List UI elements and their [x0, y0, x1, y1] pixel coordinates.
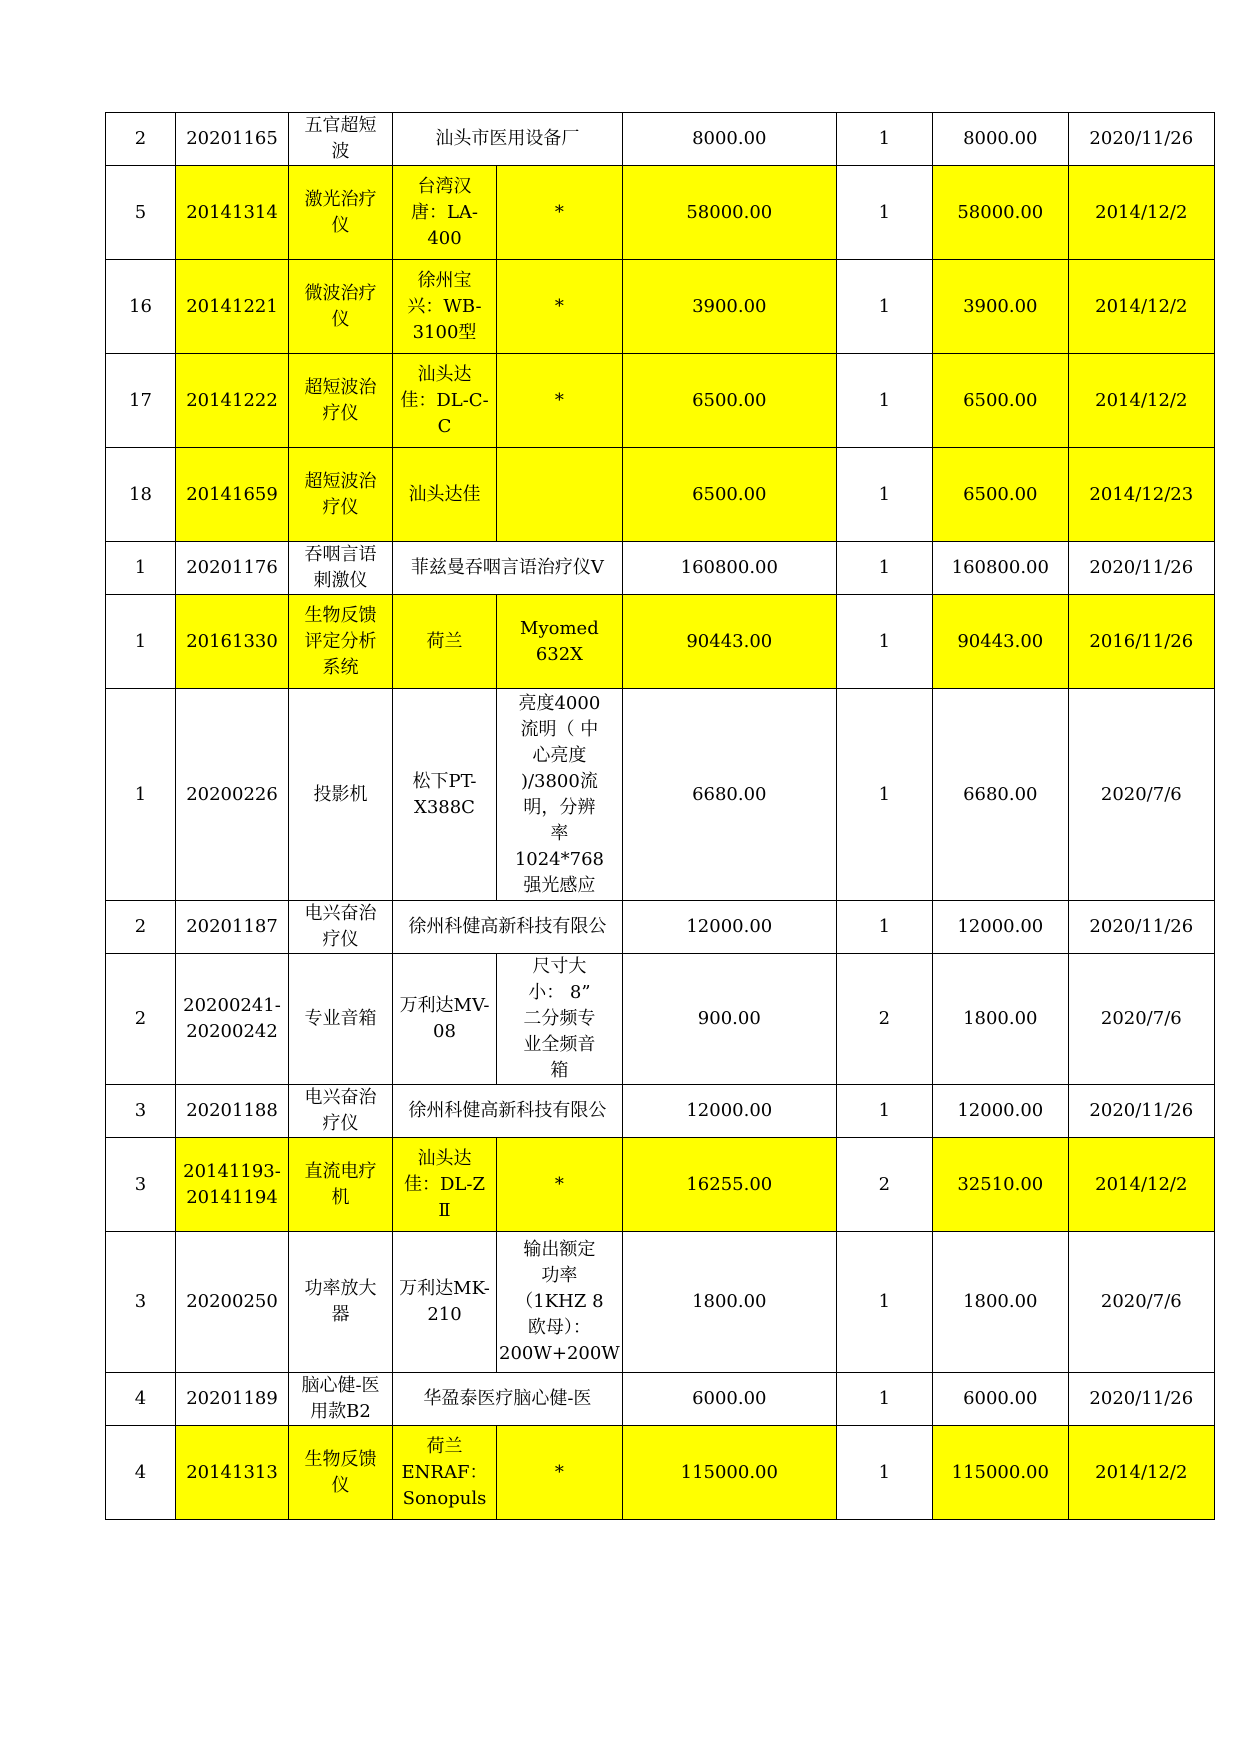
cell-date: 2014/12/2 — [1068, 1426, 1214, 1520]
table-row — [106, 689, 1215, 901]
cell-spec: 输出额定 功率 （1KHZ 8 欧母）： 200W+200W — [497, 1232, 623, 1373]
cell-asset-id: 20141313 — [176, 1426, 289, 1520]
cell-date: 2014/12/2 — [1068, 1138, 1214, 1232]
cell-quantity: 1 — [836, 1426, 932, 1520]
table-row — [106, 954, 1215, 1085]
cell-asset-id: 20201176 — [176, 542, 289, 595]
cell-unit-price: 6000.00 — [622, 1373, 836, 1426]
table-row — [106, 1426, 1215, 1520]
cell-asset-id: 20200226 — [176, 689, 289, 901]
cell-device-name: 投影机 — [289, 689, 393, 901]
cell-spec: * — [497, 1426, 623, 1520]
cell-seq-no: 3 — [106, 1232, 176, 1373]
cell-seq-no: 16 — [106, 260, 176, 354]
cell-brand-model: 万利达MK- 210 — [393, 1232, 497, 1373]
cell-unit-price: 8000.00 — [622, 113, 836, 166]
cell-device-name: 电兴奋治 疗仪 — [289, 901, 393, 954]
cell-date: 2014/12/2 — [1068, 260, 1214, 354]
cell-unit-price: 115000.00 — [622, 1426, 836, 1520]
cell-amount: 8000.00 — [932, 113, 1068, 166]
cell-brand-model: 台湾汉 唐：LA- 400 — [393, 166, 497, 260]
cell-asset-id: 20201165 — [176, 113, 289, 166]
cell-amount: 6680.00 — [932, 689, 1068, 901]
cell-brand-model: 徐州宝 兴：WB- 3100型 — [393, 260, 497, 354]
cell-date: 2020/7/6 — [1068, 689, 1214, 901]
cell-seq-no: 1 — [106, 689, 176, 901]
table-row — [106, 1085, 1215, 1138]
cell-unit-price: 3900.00 — [622, 260, 836, 354]
cell-seq-no: 3 — [106, 1085, 176, 1138]
cell-spec: Myomed 632X — [497, 595, 623, 689]
cell-date: 2020/11/26 — [1068, 113, 1214, 166]
cell-asset-id: 20141222 — [176, 354, 289, 448]
cell-brand-model: 汕头达 佳：DL-C- C — [393, 354, 497, 448]
cell-quantity: 2 — [836, 954, 932, 1085]
cell-unit-price: 16255.00 — [622, 1138, 836, 1232]
cell-spec: * — [497, 166, 623, 260]
cell-spec: 亮度4000 流明（ 中 心亮度 )/3800流 明，分辨 率 1024*768 强光感应 — [497, 689, 623, 901]
cell-amount: 6500.00 — [932, 354, 1068, 448]
cell-quantity: 1 — [836, 354, 932, 448]
cell-unit-price: 900.00 — [622, 954, 836, 1085]
cell-device-name: 五官超短 波 — [289, 113, 393, 166]
table-row — [106, 260, 1215, 354]
cell-asset-id: 20201189 — [176, 1373, 289, 1426]
cell-seq-no: 1 — [106, 595, 176, 689]
cell-asset-id: 20161330 — [176, 595, 289, 689]
cell-asset-id: 20141193- 20141194 — [176, 1138, 289, 1232]
cell-unit-price: 58000.00 — [622, 166, 836, 260]
cell-seq-no: 17 — [106, 354, 176, 448]
cell-amount: 1800.00 — [932, 954, 1068, 1085]
cell-spec: * — [497, 1138, 623, 1232]
cell-brand-model: 徐州科健高新科技有限公 — [393, 901, 623, 954]
cell-amount: 12000.00 — [932, 1085, 1068, 1138]
table-row — [106, 901, 1215, 954]
cell-device-name: 功率放大 器 — [289, 1232, 393, 1373]
cell-asset-id: 20201188 — [176, 1085, 289, 1138]
cell-seq-no: 2 — [106, 113, 176, 166]
cell-device-name: 直流电疗 机 — [289, 1138, 393, 1232]
cell-seq-no: 4 — [106, 1373, 176, 1426]
cell-device-name: 激光治疗 仪 — [289, 166, 393, 260]
table-row — [106, 448, 1215, 542]
table-body — [106, 113, 1215, 1520]
table-row — [106, 113, 1215, 166]
cell-brand-model: 徐州科健高新科技有限公 — [393, 1085, 623, 1138]
cell-date: 2014/12/23 — [1068, 448, 1214, 542]
cell-asset-id: 20200241- 20200242 — [176, 954, 289, 1085]
cell-date: 2020/7/6 — [1068, 1232, 1214, 1373]
cell-asset-id: 20141659 — [176, 448, 289, 542]
cell-quantity: 1 — [836, 1232, 932, 1373]
cell-quantity: 1 — [836, 542, 932, 595]
cell-date: 2020/11/26 — [1068, 542, 1214, 595]
cell-asset-id: 20141314 — [176, 166, 289, 260]
cell-unit-price: 90443.00 — [622, 595, 836, 689]
cell-quantity: 1 — [836, 113, 932, 166]
cell-quantity: 2 — [836, 1138, 932, 1232]
cell-date: 2020/7/6 — [1068, 954, 1214, 1085]
cell-unit-price: 1800.00 — [622, 1232, 836, 1373]
cell-unit-price: 160800.00 — [622, 542, 836, 595]
cell-brand-model: 菲兹曼吞咽言语治疗仪V — [393, 542, 623, 595]
cell-quantity: 1 — [836, 1373, 932, 1426]
cell-seq-no: 1 — [106, 542, 176, 595]
cell-device-name: 超短波治 疗仪 — [289, 448, 393, 542]
cell-brand-model: 荷兰 ENRAF： Sonopuls — [393, 1426, 497, 1520]
cell-date: 2016/11/26 — [1068, 595, 1214, 689]
cell-amount: 32510.00 — [932, 1138, 1068, 1232]
cell-brand-model: 汕头达 佳：DL-Z Ⅱ — [393, 1138, 497, 1232]
cell-seq-no: 4 — [106, 1426, 176, 1520]
cell-amount: 58000.00 — [932, 166, 1068, 260]
cell-device-name: 生物反馈 评定分析 系统 — [289, 595, 393, 689]
cell-date: 2014/12/2 — [1068, 166, 1214, 260]
table-row — [106, 542, 1215, 595]
cell-quantity: 1 — [836, 901, 932, 954]
cell-spec — [497, 448, 623, 542]
cell-quantity: 1 — [836, 448, 932, 542]
cell-amount: 1800.00 — [932, 1232, 1068, 1373]
cell-amount: 115000.00 — [932, 1426, 1068, 1520]
cell-device-name: 专业音箱 — [289, 954, 393, 1085]
cell-quantity: 1 — [836, 595, 932, 689]
cell-device-name: 微波治疗 仪 — [289, 260, 393, 354]
cell-quantity: 1 — [836, 1085, 932, 1138]
cell-amount: 3900.00 — [932, 260, 1068, 354]
cell-date: 2020/11/26 — [1068, 1085, 1214, 1138]
cell-date: 2020/11/26 — [1068, 1373, 1214, 1426]
table-row — [106, 354, 1215, 448]
cell-unit-price: 12000.00 — [622, 901, 836, 954]
cell-amount: 12000.00 — [932, 901, 1068, 954]
table-row — [106, 166, 1215, 260]
table-row — [106, 595, 1215, 689]
cell-device-name: 吞咽言语 刺激仪 — [289, 542, 393, 595]
cell-spec: * — [497, 260, 623, 354]
cell-quantity: 1 — [836, 689, 932, 901]
table-row — [106, 1232, 1215, 1373]
cell-date: 2014/12/2 — [1068, 354, 1214, 448]
cell-unit-price: 6500.00 — [622, 354, 836, 448]
cell-brand-model: 汕头达佳 — [393, 448, 497, 542]
cell-device-name: 脑心健-医 用款B2 — [289, 1373, 393, 1426]
cell-device-name: 超短波治 疗仪 — [289, 354, 393, 448]
cell-asset-id: 20201187 — [176, 901, 289, 954]
cell-brand-model: 荷兰 — [393, 595, 497, 689]
cell-unit-price: 12000.00 — [622, 1085, 836, 1138]
cell-unit-price: 6500.00 — [622, 448, 836, 542]
cell-asset-id: 20200250 — [176, 1232, 289, 1373]
equipment-table — [105, 112, 1215, 1520]
cell-asset-id: 20141221 — [176, 260, 289, 354]
cell-amount: 6500.00 — [932, 448, 1068, 542]
cell-amount: 90443.00 — [932, 595, 1068, 689]
cell-seq-no: 3 — [106, 1138, 176, 1232]
cell-date: 2020/11/26 — [1068, 901, 1214, 954]
cell-device-name: 生物反馈 仪 — [289, 1426, 393, 1520]
table-row — [106, 1373, 1215, 1426]
cell-quantity: 1 — [836, 260, 932, 354]
cell-quantity: 1 — [836, 166, 932, 260]
cell-spec: 尺寸大 小： 8” 二分频专 业全频音 箱 — [497, 954, 623, 1085]
cell-seq-no: 18 — [106, 448, 176, 542]
cell-seq-no: 2 — [106, 901, 176, 954]
cell-seq-no: 2 — [106, 954, 176, 1085]
cell-amount: 160800.00 — [932, 542, 1068, 595]
cell-unit-price: 6680.00 — [622, 689, 836, 901]
cell-brand-model: 松下PT- X388C — [393, 689, 497, 901]
cell-brand-model: 汕头市医用设备厂 — [393, 113, 623, 166]
cell-brand-model: 华盈泰医疗脑心健-医 — [393, 1373, 623, 1426]
cell-seq-no: 5 — [106, 166, 176, 260]
cell-amount: 6000.00 — [932, 1373, 1068, 1426]
cell-brand-model: 万利达MV- 08 — [393, 954, 497, 1085]
table-row — [106, 1138, 1215, 1232]
cell-device-name: 电兴奋治 疗仪 — [289, 1085, 393, 1138]
cell-spec: * — [497, 354, 623, 448]
